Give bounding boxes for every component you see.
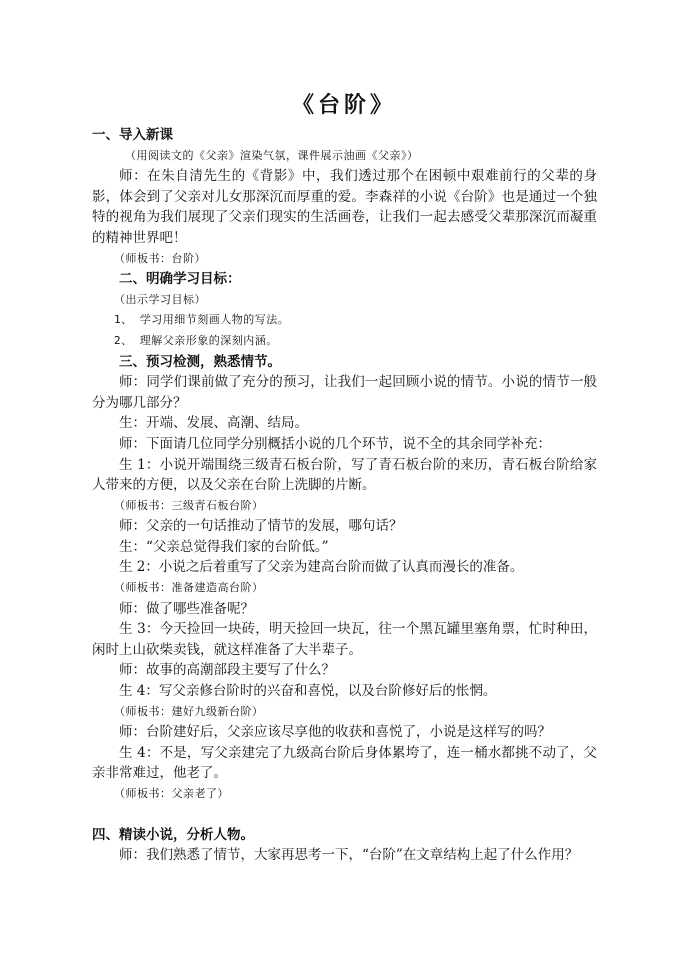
section-3-heading: 三、预习检测，熟悉情节。 (119, 353, 281, 370)
board-note: （师板书：三级青石板台阶） (114, 498, 264, 512)
dialogue-line: 师：父亲的一句话推动了情节的发展，哪句话？ (119, 518, 403, 535)
dialogue-line: 师：做了哪些准备呢？ (119, 600, 254, 617)
section-4-heading: 四、精读小说，分析人物。 (92, 826, 254, 843)
dialogue-line: 生 2：小说之后着重写了父亲为建高台阶而做了认真而漫长的准备。 (119, 559, 524, 576)
dialogue-line: 师：故事的高潮部段主要写了什么？ (119, 662, 335, 679)
dialogue-line: 师：台阶建好后，父亲应该尽享他的收获和喜悦了，小说是这样写的吗？ (119, 724, 551, 741)
document-title: 《台阶》 (291, 92, 396, 118)
section-spacer (92, 805, 597, 825)
section-2-heading: 二、明确学习目标： (119, 271, 241, 288)
section-1-paragraph: 师：在朱自清先生的《背影》中，我们透过那个在困顿中艰难前行的父辈的身影，体会到了父亲对儿女那深沉而厚重的爱。李森祥的小说《台阶》也是通过一个独特的视角为我们展现了父亲们现实的生活画卷，让我们一起去感受父辈那深沉而凝重的精神世界吧！ (92, 168, 597, 246)
goal-item-1: 1、 学习用细节刻画人物的写法。 (114, 313, 290, 327)
dialogue-line: 生 4：写父亲修台阶时的兴奋和喜悦，以及台阶修好后的怅惘。 (119, 683, 497, 700)
dialogue-line: 师：我们熟悉了情节，大家再思考一下，“台阶”在文章结构上起了什么作用？ (119, 847, 579, 864)
section-1-note: （用阅读文的《父亲》渲染气氛，课件展示油画《父亲》） (125, 148, 419, 162)
document-body (92, 125, 597, 866)
board-note-taijie: （师板书：台阶） (114, 251, 206, 265)
dialogue-line: 生：开端、发展、高潮、结局。 (119, 415, 308, 432)
section-2-note: （出示学习目标） (114, 292, 206, 306)
board-note: （师板书：父亲老了） (114, 787, 229, 800)
goal-item-2: 2、 理解父亲形象的深刻内涵。 (114, 333, 278, 347)
board-note: （师板书：建好九级新台阶） (114, 704, 264, 718)
dialogue-line: 生 4：不是，写父亲建完了九级高台阶后身体累垮了，连一桶水都挑不动了，父亲非常难过，他老了。 (92, 744, 597, 782)
dialogue-line: 生 1：小说开端围绕三级青石板台阶，写了青石板台阶的来历，青石板台阶给家人带来的方便，以及父亲在台阶上洗脚的片断。 (92, 456, 597, 494)
dialogue-line: 师：下面请几位同学分别概括小说的几个环节，说不全的其余同学补充： (119, 435, 551, 452)
dialogue-line: 师：同学们课前做了充分的预习，让我们一起回顾小说的情节。小说的情节一般分为哪几部分？ (92, 374, 597, 411)
board-note: （师板书：准备建造高台阶） (114, 581, 264, 595)
dialogue-line: 生 3：今天捡回一块砖，明天捡回一块瓦，往一个黑瓦罐里塞角票，忙时种田，闲时上山砍柴卖钱，就这样准备了大半辈子。 (92, 621, 597, 658)
dialogue-line: 生：“父亲总觉得我们家的台阶低。” (119, 538, 329, 555)
section-1-heading: 一、导入新课 (92, 127, 173, 143)
